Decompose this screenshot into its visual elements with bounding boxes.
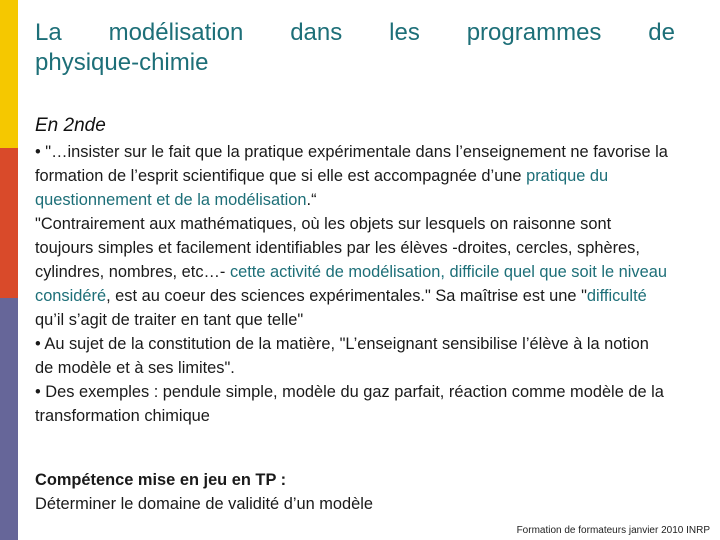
sidebar-bar-purple xyxy=(0,298,18,540)
paragraph-2-highlight-2: difficulté xyxy=(586,287,647,305)
paragraph-3: • Au sujet de la constitution de la matière, "L’enseignant sensibilise l’élève à la notion de modèle et à ses limites". xyxy=(35,335,649,377)
paragraph-2-end: qu’il s’agit de traiter en tant que telle" xyxy=(35,311,304,329)
slide-title-line-2: physique-chimie xyxy=(35,49,209,76)
paragraph-4: • Des exemples : pendule simple, modèle du gaz parfait, réaction comme modèle de la transformation chimique xyxy=(35,383,664,425)
body-text xyxy=(35,140,670,428)
paragraph-1 xyxy=(35,140,670,212)
paragraph-2-mid: , est au coeur des sciences expérimentales." Sa maîtrise est une " xyxy=(106,287,587,305)
paragraph-1-text: • "…insister sur le fait que la pratique expérimentale dans l’enseignement ne favorise la formation de l’esprit scientifique que si elle est accompagnée d’une xyxy=(35,143,668,185)
paragraph-2-text: "Contrairement aux mathématiques, où les objets sur lesquels on raisonne sont toujours simples et facilement identifiables par les élèves -droites, cercles, sphères, cylindres, nombres, etc…- xyxy=(35,215,640,281)
paragraph-1-highlight: pratique du questionnement et de la modélisation xyxy=(35,167,609,209)
competence-block xyxy=(35,468,675,516)
competence-text: Déterminer le domaine de validité d’un modèle xyxy=(35,495,374,513)
footer-credit: Formation de formateurs janvier 2010 INRP xyxy=(516,525,710,536)
paragraph-2 xyxy=(35,212,670,332)
slide-title-line-1: La modélisation dans les programmes de xyxy=(35,19,675,46)
slide-title xyxy=(35,18,675,78)
section-subtitle: En 2nde xyxy=(35,115,106,136)
sidebar-bar-red xyxy=(0,148,18,298)
paragraph-1-end: .“ xyxy=(306,191,317,209)
sidebar-bar-yellow xyxy=(0,0,18,148)
paragraph-2-highlight: cette activité de modélisation, difficile quel que soit le niveau considéré xyxy=(35,263,667,305)
competence-label: Compétence mise en jeu en TP : xyxy=(35,471,287,489)
